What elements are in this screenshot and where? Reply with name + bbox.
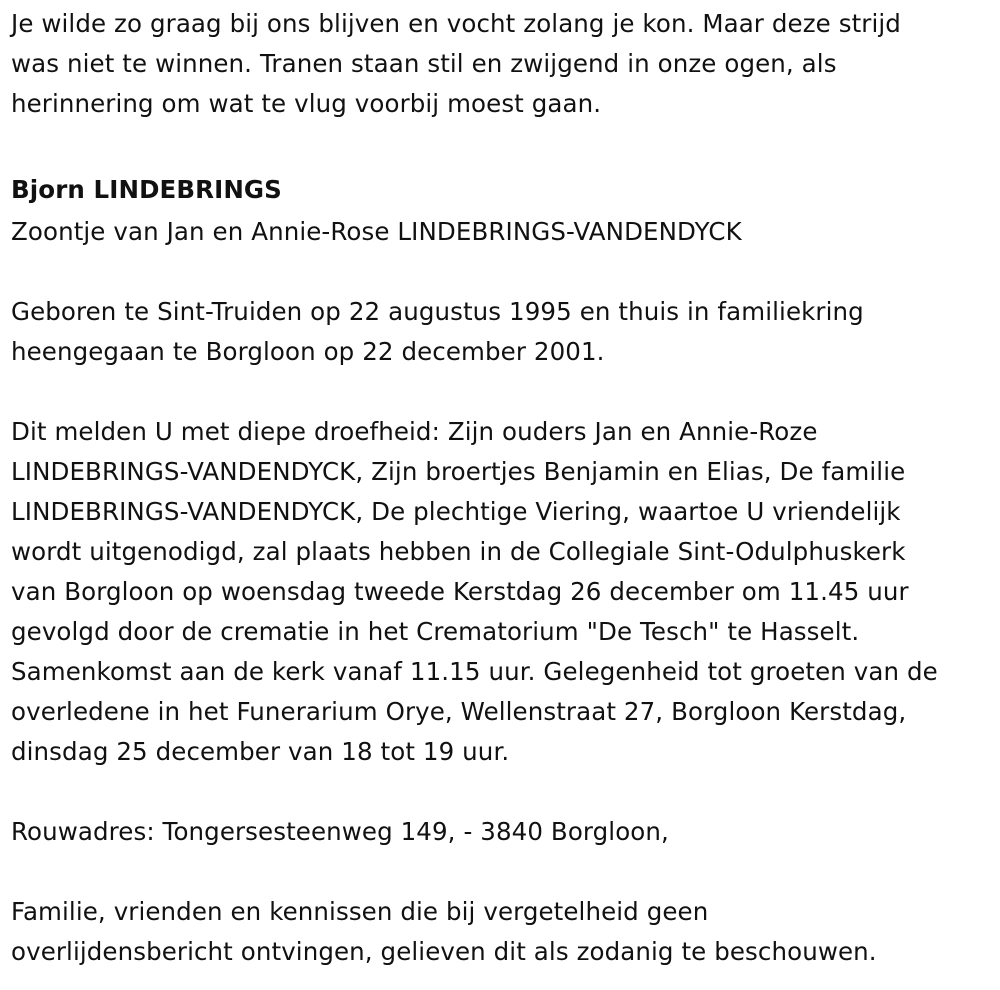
closing-line: Familie, vrienden en kennissen die bij vergetelheid geen (11, 897, 709, 926)
announcement-line: dinsdag 25 december van 18 tot 19 uur. (11, 737, 510, 766)
intro-line: was niet te winnen. Tranen staan stil en zwijgend in onze ogen, als (11, 49, 837, 78)
announcement-line: Samenkomst aan de kerk vanaf 11.15 uur. Gelegenheid tot groeten van de (11, 657, 938, 686)
closing-line: overlijdensbericht ontvingen, gelieven dit als zodanig te beschouwen. (11, 937, 877, 966)
mourning-address: Rouwadres: Tongersesteenweg 149, - 3840 Borgloon, (11, 817, 669, 846)
birth-death-line: heengegaan te Borgloon op 22 december 2001. (11, 337, 605, 366)
spacer (11, 252, 996, 292)
spacer (11, 124, 996, 164)
announcement-line: wordt uitgenodigd, zal plaats hebben in de Collegiale Sint-Odulphuskerk (11, 537, 906, 566)
deceased-name: Bjorn LINDEBRINGS (11, 175, 282, 204)
spacer (11, 772, 996, 812)
intro-line: herinnering om wat te vlug voorbij moest gaan. (11, 89, 602, 118)
announcement-line: LINDEBRINGS-VANDENDYCK, De plechtige Viering, waartoe U vriendelijk (11, 497, 901, 526)
announcement-line: LINDEBRINGS-VANDENDYCK, Zijn broertjes Benjamin en Elias, De familie (11, 457, 906, 486)
intro-paragraph (11, 4, 996, 124)
announcement-paragraph (11, 412, 996, 772)
closing-paragraph (11, 892, 996, 972)
announcement-line: overledene in het Funerarium Orye, Wellenstraat 27, Borgloon Kerstdag, (11, 697, 907, 726)
address-paragraph (11, 812, 996, 852)
obituary-document (11, 4, 996, 972)
spacer (11, 852, 996, 892)
birth-death-line: Geboren te Sint-Truiden op 22 augustus 1995 en thuis in familiekring (11, 297, 864, 326)
spacer (11, 372, 996, 412)
announcement-line: gevolgd door de crematie in het Crematorium "De Tesch" te Hasselt. (11, 617, 860, 646)
announcement-line: Dit melden U met diepe droefheid: Zijn ouders Jan en Annie-Roze (11, 417, 818, 446)
announcement-line: van Borgloon op woensdag tweede Kerstdag 26 december om 11.45 uur (11, 577, 909, 606)
deceased-relation: Zoontje van Jan en Annie-Rose LINDEBRINGS-VANDENDYCK (11, 217, 742, 246)
birth-death-paragraph (11, 292, 996, 372)
intro-line: Je wilde zo graag bij ons blijven en vocht zolang je kon. Maar deze strijd (11, 9, 901, 38)
